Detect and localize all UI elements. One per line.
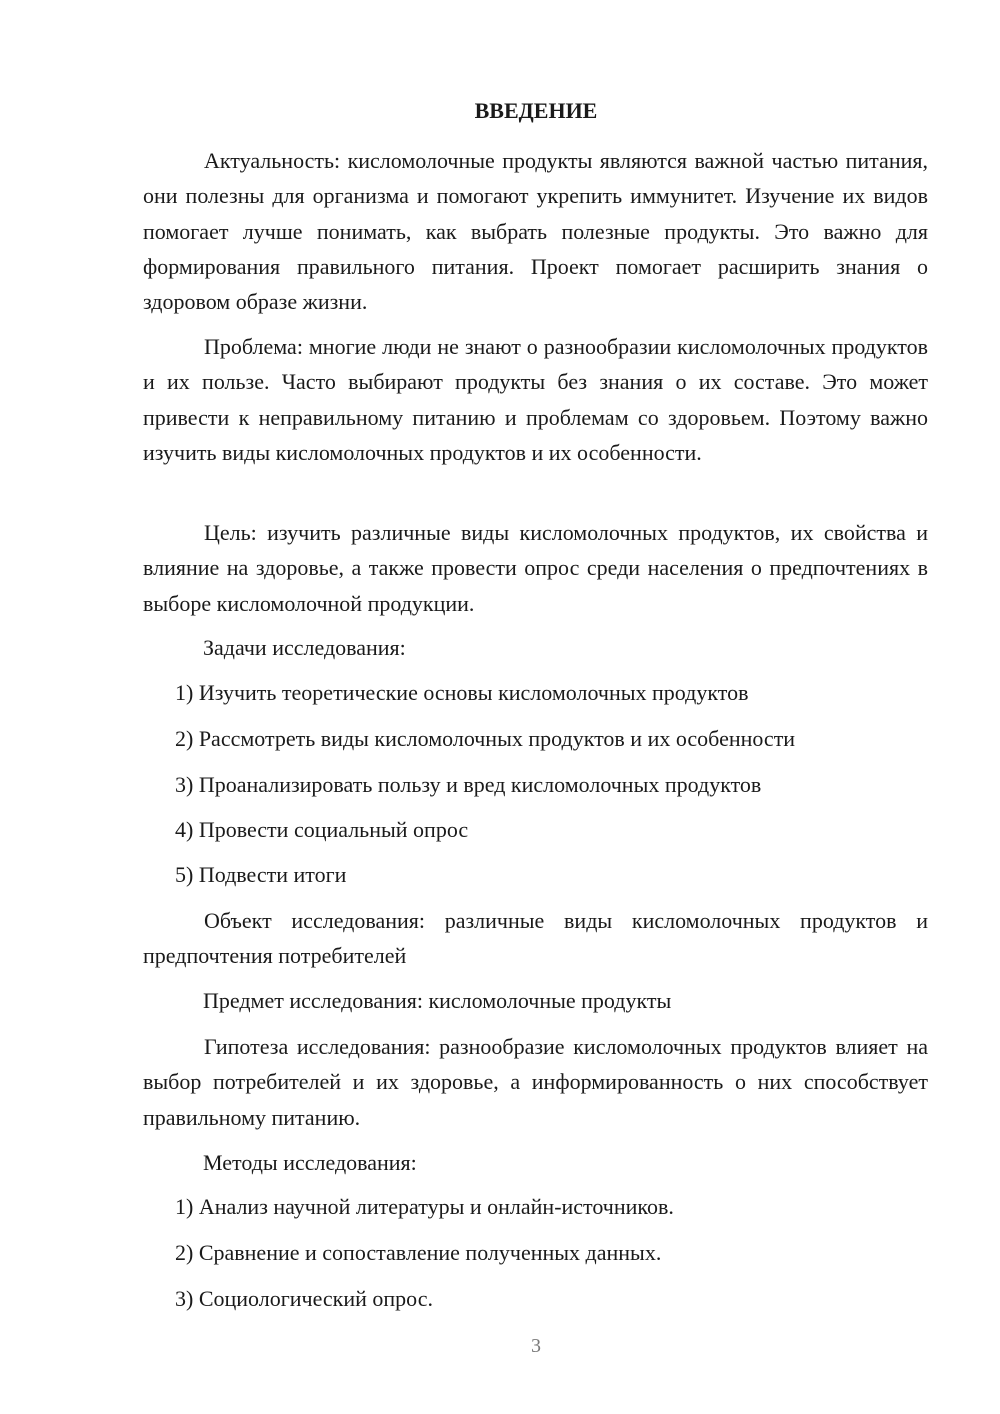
page-title: ВВЕДЕНИЕ <box>474 98 598 123</box>
task-item: 4) Провести социальный опрос <box>175 817 469 842</box>
methods-heading: Методы исследования: <box>203 1150 417 1175</box>
problem-paragraph: Проблема: многие люди не знают о разнообразии кисломолочных продуктов и их пользе. Часто выбирают продукты без знания о их составе. Это может привести к неправильному питанию и проблемам со здоровьем. Поэтому важно изучить виды кисломолочных продуктов и их особенности. <box>143 334 928 465</box>
page-number: 3 <box>531 1335 541 1357</box>
hypothesis-paragraph: Гипотеза исследования: разнообразие кисломолочных продуктов влияет на выбор потребителей и их здоровье, а информированность о них способствует правильному питанию. <box>143 1034 928 1130</box>
object-paragraph: Объект исследования: различные виды кисломолочных продуктов и предпочтения потребителей <box>143 908 928 969</box>
subject-line: Предмет исследования: кисломолочные продукты <box>203 988 672 1013</box>
relevance-paragraph: Актуальность: кисломолочные продукты являются важной частью питания, они полезны для организма и помогают укрепить иммунитет. Изучение их видов помогает лучше понимать, как выбрать полезные продукты. Это важно для формирования правильного питания. Проект помогает расширить знания о здоровом образе жизни. <box>143 148 928 315</box>
task-item: 3) Проанализировать пользу и вред кисломолочных продуктов <box>175 772 762 797</box>
goal-paragraph: Цель: изучить различные виды кисломолочных продуктов, их свойства и влияние на здоровье, а также провести опрос среди населения о предпочтениях в выборе кисломолочной продукции. <box>143 520 928 616</box>
method-item: 3) Социологический опрос. <box>175 1286 433 1311</box>
task-item: 2) Рассмотреть виды кисломолочных продуктов и их особенности <box>175 726 796 751</box>
tasks-heading: Задачи исследования: <box>203 635 406 660</box>
task-item: 5) Подвести итоги <box>175 862 347 887</box>
method-item: 1) Анализ научной литературы и онлайн-источников. <box>175 1194 674 1219</box>
method-item: 2) Сравнение и сопоставление полученных данных. <box>175 1240 662 1265</box>
task-item: 1) Изучить теоретические основы кисломолочных продуктов <box>175 680 749 705</box>
